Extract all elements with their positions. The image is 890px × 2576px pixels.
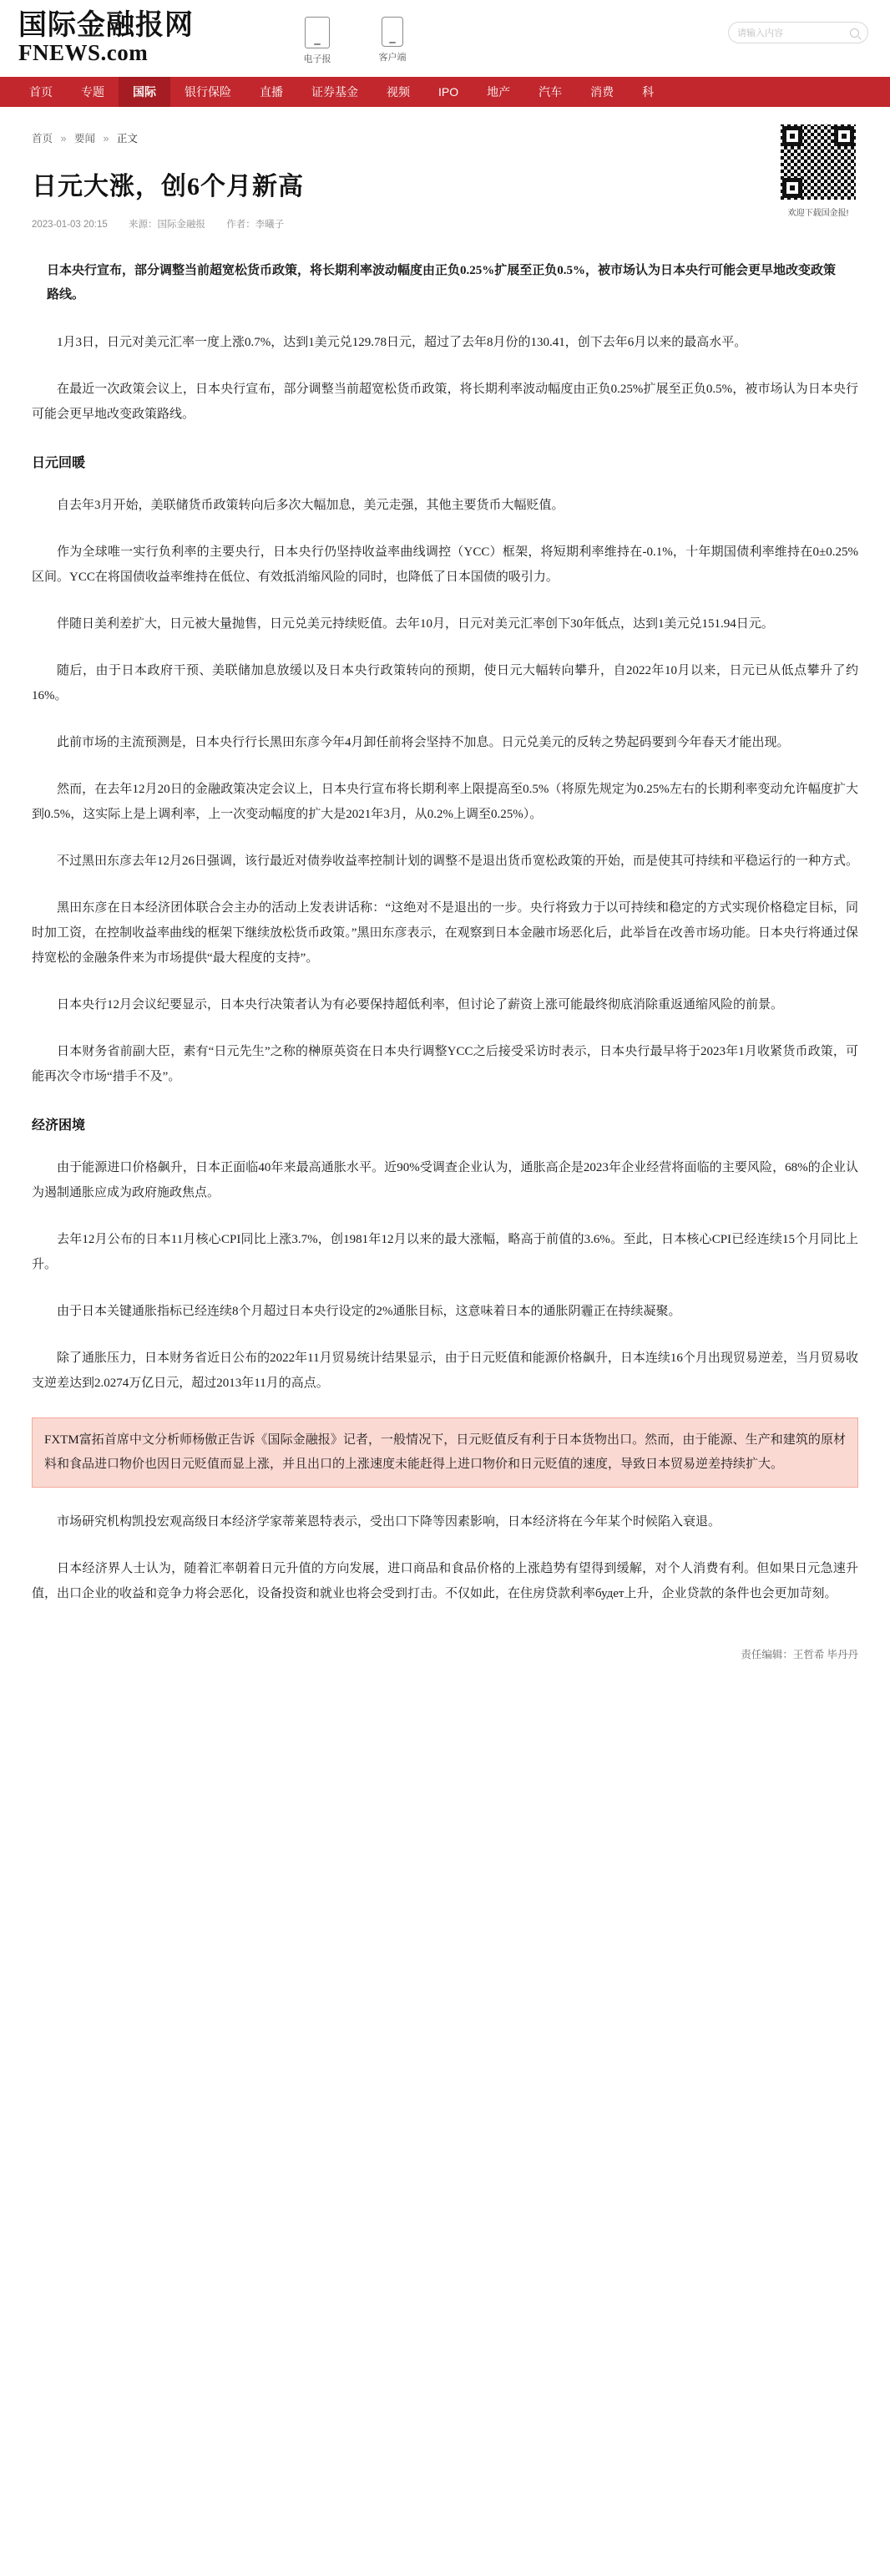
breadcrumb-separator-1: »	[60, 133, 67, 145]
epaper-label: 电子报	[303, 54, 331, 64]
search-icon[interactable]	[850, 28, 859, 38]
search-placeholder-text: 请输入内容	[737, 28, 783, 38]
logo-english-text: FNEWS.com	[18, 40, 149, 65]
paragraph: 不过黑田东彦去年12月26日强调，该行最近对债券收益率控制计划的调整不是退出货币宽松政策的开始，而是使其可持续和平稳运行的一种方式。	[57, 854, 859, 868]
mobile-app-link[interactable]	[369, 17, 416, 63]
nav-item-international[interactable]: 国际	[119, 77, 170, 107]
paragraph: 作为全球唯一实行负利率的主要央行，日本央行仍坚持收益率曲线调控（YCC）框架，将短期利率维持在-0.1%，十年期国债利率维持在0±0.25%区间。YCC在将国债收益率维持在低位、有效抵消缩风险的同时，也降低了日本国债的吸引力。	[32, 545, 858, 584]
qr-caption: 欢迎下载国金报!	[787, 209, 849, 218]
paragraph: 随后，由于日本政府干预、美联储加息放缓以及日本央行政策转向的预期，使日元大幅转向攀升，自2022年10月以来，日元已从低点攀升了约16%。	[32, 663, 858, 702]
nav-item-consumption[interactable]: 消费	[590, 85, 614, 99]
qr-marker-bottom-left	[782, 178, 802, 198]
breadcrumb-item-news[interactable]: 要闻	[73, 133, 95, 145]
article-editor-credit: 责任编辑：王哲希 毕丹丹	[741, 1649, 858, 1661]
paragraph: 由于能源进口价格飙升，日本正面临40年来最高通胀水平。近90%受调查企业认为，通胀高企是2023年企业经营将面临的主要风险，68%的企业认为遏制通胀应成为政府施政焦点。	[32, 1160, 858, 1199]
highlighted-quote-block: FXTM富拓首席中文分析师杨傲正告诉《国际金融报》记者，一般情况下，日元贬值反有利于日本货物出口。然而，由于能源、生产和建筑的原材料和食品进口物价也因日元贬值而显上涨，并且出口的上涨速度未能赶得上进口物价和日元贬值的速度，导致日本贸易逆差持续扩大。	[32, 1417, 858, 1488]
paragraph: 自去年3月开始，美联储货币政策转向后多次大幅加息，美元走强，其他主要货币大幅贬值。	[57, 498, 564, 512]
qr-code-image	[778, 122, 858, 202]
mobile-icon	[382, 17, 403, 47]
masthead-app-links	[294, 12, 416, 65]
article-header	[0, 107, 890, 231]
nav-item-securities-funds[interactable]: 证券基金	[311, 85, 358, 99]
qr-marker-top-right	[834, 126, 854, 146]
paragraph: 市场研究机构凯投宏观高级日本经济学家蒂莱恩特表示，受出口下降等因素影响，日本经济将在今年某个时候陷入衰退。	[57, 1515, 721, 1529]
nav-item-live[interactable]: 直播	[260, 85, 283, 99]
qr-marker-top-left	[782, 126, 802, 146]
nav-item-realestate[interactable]: 地产	[487, 85, 511, 99]
paragraph: 去年12月公布的日本11月核心CPI同比上涨3.7%，创1981年12月以来的最大涨幅，略高于前值的3.6%。至此，日本核心CPI已经连续15个月同比上升。	[32, 1232, 858, 1271]
section-heading-economic-difficulty: 经济困境	[32, 1118, 86, 1133]
nav-item-banking-insurance[interactable]: 银行保险	[185, 85, 231, 99]
nav-item-home[interactable]: 首页	[29, 85, 53, 99]
main-navigation[interactable]	[0, 77, 890, 107]
article-author: 作者：李曦子	[226, 220, 285, 230]
mobile-app-label: 客户端	[378, 53, 407, 63]
qr-code-block	[778, 122, 858, 218]
breadcrumb-separator-2: »	[103, 133, 109, 145]
article-lede: 日本央行宣布，部分调整当前超宽松货币政策，将长期利率波动幅度由正负0.25%扩展至正负0.5%，被市场认为日本央行可能会更早地改变政策路线。	[47, 264, 837, 302]
paragraph: 然而，在去年12月20日的金融政策决定会议上，日本央行宣布将长期利率上限提高至0.5%（将原先规定为0.25%左右的长期利率变动允许幅度扩大到0.5%，这实际上是上调利率，上一次变动幅度的扩大是2021年3月，从0.2%上调至0.25%）。	[32, 782, 858, 821]
article-date: 2023-01-03 20:15	[32, 220, 108, 230]
paragraph: 伴随日美利差扩大，日元被大量抛售，日元兑美元持续贬值。去年10月，日元对美元汇率创下30年低点，达到1美元兑151.94日元。	[57, 616, 774, 631]
logo-chinese-text: 国际金融报网	[18, 10, 194, 42]
search-input[interactable]	[728, 22, 868, 43]
paragraph: 此前市场的主流预测是，日本央行行长黑田东彦今年4月卸任前将会坚持不加息。日元兑美元的反转之势起码要到今年春天才能出现。	[57, 735, 790, 749]
paragraph: 在最近一次政策会议上，日本央行宣布，部分调整当前超宽松货币政策，将长期利率波动幅度由正负0.25%扩展至正负0.5%，被市场认为日本央行可能会更早地改变政策路线。	[32, 382, 858, 421]
site-logo[interactable]	[18, 11, 269, 65]
page-title: 日元大涨，创6个月新高	[32, 173, 304, 200]
article-meta	[32, 217, 858, 231]
epaper-link[interactable]	[294, 17, 341, 65]
nav-item-video[interactable]: 视频	[387, 85, 410, 99]
site-masthead	[0, 0, 890, 77]
nav-item-topics[interactable]: 专题	[81, 85, 104, 99]
breadcrumb	[32, 107, 858, 150]
paragraph: 1月3日，日元对美元汇率一度上涨0.7%，达到1美元兑129.78日元，超过了去年8月份的130.41，创下去年6月以来的最高水平。	[57, 335, 747, 349]
article-body	[0, 259, 890, 1693]
nav-item-tech[interactable]: 科	[642, 85, 655, 99]
paragraph: 黑田东彦在日本经济团体联合会主办的活动上发表讲话称：“这绝对不是退出的一步。央行将致力于以可持续和稳定的方式实现价格稳定目标，同时加工资，在控制收益率曲线的框架下继续放松货币政策。”黑田东彦表示，在观察到日本金融市场恶化后，此举旨在改善市场功能。日本央行将通过保持宽松的金融条件来为市场提供“最大程度的支持”。	[32, 900, 858, 965]
paragraph: 由于日本关键通胀指标已经连续8个月超过日本央行设定的2%通胀目标，这意味着日本的通胀阴霾正在持续凝聚。	[57, 1304, 681, 1318]
paragraph: 日本经济界人士认为，随着汇率朝着日元升值的方向发展，进口商品和食品价格的上涨趋势有望得到缓解，对个人消费有利。但如果日元急速升值，出口企业的收益和竞争力将会恶化，设备投资和就业也将会受到打击。不仅如此，在住房贷款利率будет上升，企业贷款的条件也会更加苛刻。	[32, 1562, 858, 1600]
nav-item-ipo[interactable]: IPO	[438, 85, 459, 99]
nav-item-auto[interactable]: 汽车	[539, 85, 563, 99]
paragraph: 除了通胀压力，日本财务省近日公布的2022年11月贸易统计结果显示，由于日元贬值和能源价格飙升，日本连续16个月出现贸易逆差，当月贸易收支逆差达到2.0274万亿日元，超过2013年11月的高点。	[32, 1351, 858, 1390]
article-source: 来源：国际金融报	[129, 220, 206, 230]
paragraph: 日本央行12月会议纪要显示，日本央行决策者认为有必要保持超低利率，但讨论了薪资上涨可能最终彻底消除重返通缩风险的前景。	[57, 997, 784, 1012]
breadcrumb-item-current: 正文	[116, 133, 138, 145]
paragraph: 日本财务省前副大臣，素有“日元先生”之称的榊原英资在日本央行调整YCC之后接受采访时表示，日本央行最早将于2023年1月收紧货币政策，可能再次令市场“措手不及”。	[32, 1044, 858, 1083]
newspaper-icon	[305, 17, 330, 48]
breadcrumb-item-home[interactable]: 首页	[32, 133, 53, 145]
section-heading-yen-recovery: 日元回暖	[32, 455, 86, 470]
